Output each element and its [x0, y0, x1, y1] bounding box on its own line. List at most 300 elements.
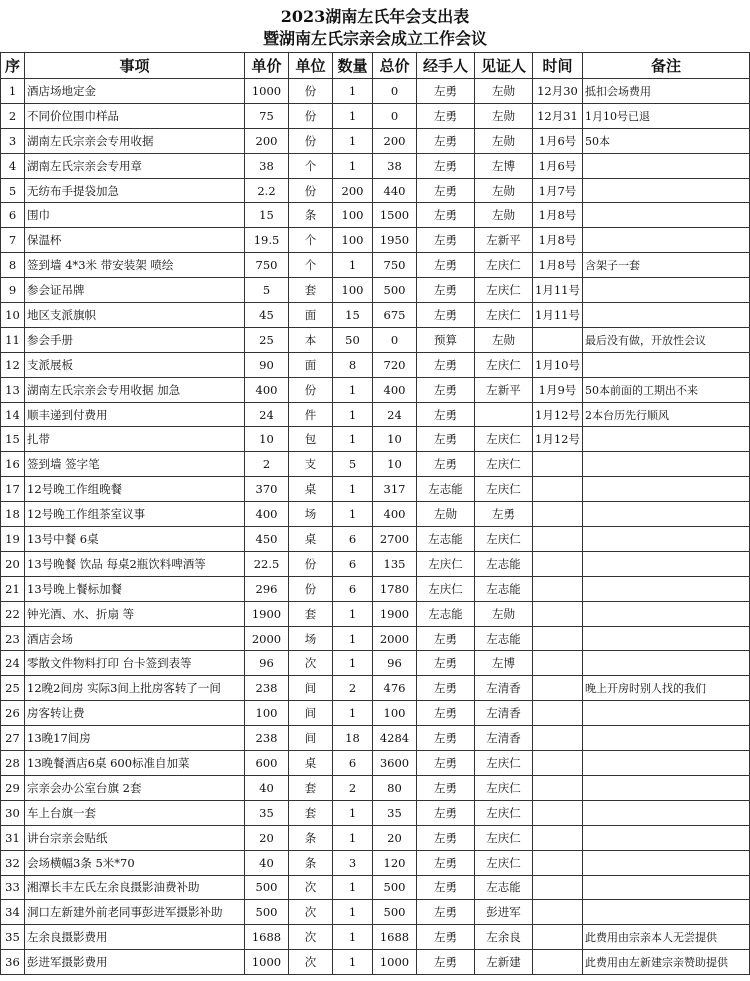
cell-remarks: [583, 601, 750, 626]
cell-date: [533, 875, 583, 900]
cell-unit: 场: [289, 626, 333, 651]
cell-date: 12月30: [533, 79, 583, 104]
cell-total: 400: [373, 377, 417, 402]
cell-quantity: 1: [333, 103, 373, 128]
cell-date: [533, 850, 583, 875]
cell-remarks: 50本: [583, 128, 750, 153]
cell-handler: 预算: [417, 327, 475, 352]
cell-remarks: [583, 178, 750, 203]
cell-quantity: 6: [333, 751, 373, 776]
cell-total: 750: [373, 253, 417, 278]
cell-index: 16: [1, 452, 25, 477]
cell-handler: 左勇: [417, 402, 475, 427]
col-header-total: 总价: [373, 53, 417, 79]
cell-date: [533, 800, 583, 825]
cell-index: 17: [1, 477, 25, 502]
cell-quantity: 1: [333, 825, 373, 850]
cell-handler: 左勇: [417, 79, 475, 104]
cell-remarks: [583, 775, 750, 800]
cell-item: 湖南左氏宗亲会专用收据 加急: [25, 377, 245, 402]
cell-total: 500: [373, 875, 417, 900]
cell-witness: 左博: [475, 651, 533, 676]
table-row: [1, 327, 750, 352]
cell-quantity: 1: [333, 128, 373, 153]
cell-unit-price: 10: [245, 427, 289, 452]
cell-item: 参会手册: [25, 327, 245, 352]
cell-handler: 左勇: [417, 128, 475, 153]
cell-remarks: [583, 751, 750, 776]
cell-remarks: [583, 153, 750, 178]
cell-total: 1950: [373, 228, 417, 253]
cell-index: 3: [1, 128, 25, 153]
cell-total: 38: [373, 153, 417, 178]
cell-index: 23: [1, 626, 25, 651]
cell-remarks: 晚上开房时别人找的我们: [583, 676, 750, 701]
cell-date: 1月9号: [533, 377, 583, 402]
col-header-unit: 单位: [289, 53, 333, 79]
cell-total: 24: [373, 402, 417, 427]
cell-handler: 左勇: [417, 875, 475, 900]
cell-handler: 左庆仁: [417, 576, 475, 601]
cell-total: 80: [373, 775, 417, 800]
cell-item: 湖南左氏宗亲会专用收据: [25, 128, 245, 153]
cell-witness: 左勋: [475, 128, 533, 153]
cell-witness: 左新平: [475, 228, 533, 253]
cell-unit: 间: [289, 726, 333, 751]
cell-witness: 左清香: [475, 726, 533, 751]
cell-unit: 条: [289, 850, 333, 875]
cell-total: 3600: [373, 751, 417, 776]
cell-handler: 左勇: [417, 278, 475, 303]
cell-index: 8: [1, 253, 25, 278]
cell-item: 地区支派旗帜: [25, 303, 245, 328]
cell-date: 1月8号: [533, 228, 583, 253]
cell-item: 讲台宗亲会贴纸: [25, 825, 245, 850]
cell-item: 13号晚餐 饮品 每桌2瓶饮料啤酒等: [25, 551, 245, 576]
cell-index: 11: [1, 327, 25, 352]
cell-unit-price: 1000: [245, 950, 289, 975]
cell-witness: 左新建: [475, 950, 533, 975]
cell-index: 2: [1, 103, 25, 128]
cell-remarks: 1月10号已退: [583, 103, 750, 128]
table-row: [1, 527, 750, 552]
cell-handler: 左志能: [417, 527, 475, 552]
cell-quantity: 100: [333, 203, 373, 228]
cell-quantity: 1: [333, 402, 373, 427]
cell-item: 13号晚上餐标加餐: [25, 576, 245, 601]
cell-date: [533, 477, 583, 502]
cell-total: 720: [373, 352, 417, 377]
table-row: [1, 203, 750, 228]
cell-total: 500: [373, 900, 417, 925]
cell-total: 4284: [373, 726, 417, 751]
cell-unit-price: 19.5: [245, 228, 289, 253]
cell-unit-price: 90: [245, 352, 289, 377]
cell-quantity: 6: [333, 576, 373, 601]
cell-total: 1688: [373, 925, 417, 950]
cell-unit-price: 2.2: [245, 178, 289, 203]
cell-remarks: [583, 452, 750, 477]
cell-date: 1月8号: [533, 203, 583, 228]
cell-quantity: 100: [333, 278, 373, 303]
cell-remarks: [583, 651, 750, 676]
cell-total: 476: [373, 676, 417, 701]
cell-unit-price: 1000: [245, 79, 289, 104]
cell-index: 12: [1, 352, 25, 377]
cell-item: 零散文件物料打印 台卡签到表等: [25, 651, 245, 676]
cell-quantity: 1: [333, 800, 373, 825]
cell-handler: 左勇: [417, 800, 475, 825]
cell-unit: 套: [289, 601, 333, 626]
cell-handler: 左勇: [417, 950, 475, 975]
cell-unit: 份: [289, 103, 333, 128]
table-row: [1, 900, 750, 925]
cell-unit-price: 40: [245, 850, 289, 875]
cell-date: [533, 551, 583, 576]
cell-handler: 左勇: [417, 775, 475, 800]
cell-total: 100: [373, 701, 417, 726]
cell-index: 15: [1, 427, 25, 452]
col-header-item: 事项: [25, 53, 245, 79]
cell-total: 1900: [373, 601, 417, 626]
cell-unit-price: 100: [245, 701, 289, 726]
col-header-handler: 经手人: [417, 53, 475, 79]
cell-index: 36: [1, 950, 25, 975]
cell-item: 会场横幅3条 5米*70: [25, 850, 245, 875]
table-row: [1, 477, 750, 502]
cell-index: 4: [1, 153, 25, 178]
cell-unit: 份: [289, 128, 333, 153]
cell-witness: 左勋: [475, 79, 533, 104]
cell-witness: 左庆仁: [475, 303, 533, 328]
table-row: [1, 726, 750, 751]
cell-index: 1: [1, 79, 25, 104]
cell-unit-price: 96: [245, 651, 289, 676]
cell-unit: 件: [289, 402, 333, 427]
cell-unit: 桌: [289, 477, 333, 502]
col-header-unit-price: 单价: [245, 53, 289, 79]
cell-unit-price: 238: [245, 726, 289, 751]
cell-unit-price: 238: [245, 676, 289, 701]
cell-handler: 左志能: [417, 601, 475, 626]
table-row: [1, 925, 750, 950]
cell-quantity: 1: [333, 153, 373, 178]
cell-witness: 左勋: [475, 601, 533, 626]
cell-witness: 左庆仁: [475, 850, 533, 875]
cell-unit: 份: [289, 178, 333, 203]
table-row: [1, 800, 750, 825]
cell-index: 34: [1, 900, 25, 925]
cell-quantity: 3: [333, 850, 373, 875]
cell-date: [533, 452, 583, 477]
cell-unit-price: 22.5: [245, 551, 289, 576]
cell-quantity: 1: [333, 253, 373, 278]
cell-unit: 桌: [289, 751, 333, 776]
cell-quantity: 1: [333, 626, 373, 651]
cell-item: 扎带: [25, 427, 245, 452]
cell-total: 10: [373, 452, 417, 477]
cell-quantity: 1: [333, 701, 373, 726]
cell-witness: 左博: [475, 153, 533, 178]
cell-remarks: [583, 477, 750, 502]
cell-witness: 左勋: [475, 178, 533, 203]
cell-total: 1000: [373, 950, 417, 975]
cell-quantity: 8: [333, 352, 373, 377]
table-row: [1, 253, 750, 278]
cell-item: 酒店场地定金: [25, 79, 245, 104]
cell-total: 35: [373, 800, 417, 825]
col-header-quantity: 数量: [333, 53, 373, 79]
cell-index: 6: [1, 203, 25, 228]
cell-item: 顺丰递到付费用: [25, 402, 245, 427]
cell-quantity: 1: [333, 651, 373, 676]
cell-date: 12月31: [533, 103, 583, 128]
cell-quantity: 200: [333, 178, 373, 203]
cell-remarks: [583, 850, 750, 875]
cell-unit-price: 750: [245, 253, 289, 278]
cell-quantity: 2: [333, 775, 373, 800]
table-row: [1, 352, 750, 377]
cell-quantity: 1: [333, 377, 373, 402]
cell-unit: 份: [289, 79, 333, 104]
cell-remarks: [583, 527, 750, 552]
cell-handler: 左勇: [417, 228, 475, 253]
cell-unit-price: 2000: [245, 626, 289, 651]
cell-handler: 左庆仁: [417, 551, 475, 576]
cell-date: 1月11号: [533, 278, 583, 303]
cell-date: [533, 751, 583, 776]
cell-date: [533, 950, 583, 975]
table-row: [1, 103, 750, 128]
cell-date: 1月7号: [533, 178, 583, 203]
cell-item: 12号晚工作组晚餐: [25, 477, 245, 502]
cell-witness: 左庆仁: [475, 452, 533, 477]
cell-quantity: 15: [333, 303, 373, 328]
table-row: [1, 701, 750, 726]
cell-item: 保温杯: [25, 228, 245, 253]
cell-quantity: 2: [333, 676, 373, 701]
cell-item: 湖南左氏宗亲会专用章: [25, 153, 245, 178]
cell-total: 0: [373, 79, 417, 104]
cell-remarks: [583, 228, 750, 253]
cell-date: 1月12号: [533, 402, 583, 427]
cell-item: 13号中餐 6桌: [25, 527, 245, 552]
cell-index: 28: [1, 751, 25, 776]
cell-unit: 次: [289, 651, 333, 676]
cell-unit: 个: [289, 228, 333, 253]
cell-quantity: 1: [333, 427, 373, 452]
table-row: [1, 551, 750, 576]
cell-remarks: 含架子一套: [583, 253, 750, 278]
cell-item: 参会证吊牌: [25, 278, 245, 303]
col-header-witness: 见证人: [475, 53, 533, 79]
cell-witness: 左庆仁: [475, 775, 533, 800]
cell-remarks: [583, 352, 750, 377]
cell-remarks: [583, 203, 750, 228]
col-header-date: 时间: [533, 53, 583, 79]
table-row: [1, 303, 750, 328]
cell-remarks: [583, 626, 750, 651]
cell-unit: 间: [289, 701, 333, 726]
cell-handler: 左勇: [417, 178, 475, 203]
cell-remarks: 抵扣会场费用: [583, 79, 750, 104]
cell-unit-price: 370: [245, 477, 289, 502]
cell-handler: 左勇: [417, 726, 475, 751]
cell-quantity: 1: [333, 950, 373, 975]
cell-handler: 左勇: [417, 153, 475, 178]
cell-total: 1780: [373, 576, 417, 601]
cell-total: 440: [373, 178, 417, 203]
cell-unit-price: 35: [245, 800, 289, 825]
cell-handler: 左勇: [417, 303, 475, 328]
cell-witness: 左庆仁: [475, 825, 533, 850]
cell-handler: 左勇: [417, 900, 475, 925]
cell-date: [533, 676, 583, 701]
cell-handler: 左志能: [417, 477, 475, 502]
cell-witness: 左清香: [475, 701, 533, 726]
cell-total: 96: [373, 651, 417, 676]
cell-total: 0: [373, 103, 417, 128]
cell-unit-price: 296: [245, 576, 289, 601]
cell-unit-price: 5: [245, 278, 289, 303]
cell-unit: 本: [289, 327, 333, 352]
sheet-subtitle: 暨湖南左氏宗亲会成立工作会议: [262, 29, 487, 48]
cell-remarks: 50本前面的工期出不来: [583, 377, 750, 402]
cell-witness: 左志能: [475, 576, 533, 601]
cell-date: [533, 327, 583, 352]
cell-quantity: 1: [333, 79, 373, 104]
cell-unit: 套: [289, 278, 333, 303]
cell-date: [533, 900, 583, 925]
cell-handler: 左勇: [417, 676, 475, 701]
cell-unit-price: 400: [245, 502, 289, 527]
cell-unit: 个: [289, 153, 333, 178]
cell-unit: 条: [289, 203, 333, 228]
cell-handler: 左勇: [417, 651, 475, 676]
cell-item: 彭进军摄影费用: [25, 950, 245, 975]
cell-item: 13晚餐酒店6桌 600标准自加菜: [25, 751, 245, 776]
cell-item: 房客转让费: [25, 701, 245, 726]
cell-handler: 左勇: [417, 103, 475, 128]
cell-witness: 左勋: [475, 203, 533, 228]
cell-total: 135: [373, 551, 417, 576]
cell-remarks: [583, 800, 750, 825]
cell-handler: 左勇: [417, 452, 475, 477]
cell-item: 湘潭长丰左氏左余良摄影油费补助: [25, 875, 245, 900]
table-row: [1, 153, 750, 178]
table-row: [1, 228, 750, 253]
cell-item: 洞口左新建外前老同事彭进军摄影补助: [25, 900, 245, 925]
cell-quantity: 1: [333, 925, 373, 950]
cell-total: 0: [373, 327, 417, 352]
cell-date: [533, 502, 583, 527]
cell-index: 33: [1, 875, 25, 900]
cell-total: 1500: [373, 203, 417, 228]
cell-unit-price: 38: [245, 153, 289, 178]
cell-quantity: 100: [333, 228, 373, 253]
cell-unit: 份: [289, 377, 333, 402]
cell-quantity: 50: [333, 327, 373, 352]
cell-index: 18: [1, 502, 25, 527]
cell-index: 13: [1, 377, 25, 402]
cell-quantity: 18: [333, 726, 373, 751]
cell-unit-price: 24: [245, 402, 289, 427]
cell-witness: 左清香: [475, 676, 533, 701]
table-row: [1, 278, 750, 303]
cell-unit: 面: [289, 303, 333, 328]
cell-witness: 左庆仁: [475, 751, 533, 776]
cell-witness: 左余良: [475, 925, 533, 950]
cell-unit-price: 2: [245, 452, 289, 477]
cell-quantity: 5: [333, 452, 373, 477]
cell-index: 22: [1, 601, 25, 626]
cell-handler: 左勇: [417, 751, 475, 776]
cell-unit-price: 600: [245, 751, 289, 776]
cell-date: [533, 825, 583, 850]
cell-unit: 间: [289, 676, 333, 701]
cell-date: [533, 775, 583, 800]
table-body: [1, 79, 750, 975]
cell-unit: 次: [289, 925, 333, 950]
table-row: [1, 850, 750, 875]
cell-unit: 次: [289, 900, 333, 925]
table-row: [1, 402, 750, 427]
cell-quantity: 6: [333, 527, 373, 552]
cell-date: 1月10号: [533, 352, 583, 377]
cell-index: 25: [1, 676, 25, 701]
cell-unit: 次: [289, 875, 333, 900]
cell-witness: 左勋: [475, 327, 533, 352]
cell-witness: 彭进军: [475, 900, 533, 925]
table-row: [1, 626, 750, 651]
table-row: [1, 79, 750, 104]
cell-item: 支派展板: [25, 352, 245, 377]
cell-witness: 左勇: [475, 502, 533, 527]
cell-total: 317: [373, 477, 417, 502]
cell-unit-price: 200: [245, 128, 289, 153]
expense-table: [0, 52, 750, 975]
cell-total: 10: [373, 427, 417, 452]
cell-handler: 左勇: [417, 850, 475, 875]
cell-total: 2000: [373, 626, 417, 651]
cell-unit: 份: [289, 576, 333, 601]
cell-handler: 左勇: [417, 352, 475, 377]
cell-remarks: [583, 576, 750, 601]
cell-handler: 左勇: [417, 253, 475, 278]
cell-index: 31: [1, 825, 25, 850]
cell-witness: 左庆仁: [475, 527, 533, 552]
cell-date: [533, 527, 583, 552]
cell-item: 签到墙 签字笔: [25, 452, 245, 477]
cell-unit-price: 15: [245, 203, 289, 228]
cell-unit: 份: [289, 551, 333, 576]
table-row: [1, 178, 750, 203]
table-row: [1, 751, 750, 776]
cell-index: 32: [1, 850, 25, 875]
cell-item: 无纺布手提袋加急: [25, 178, 245, 203]
cell-remarks: [583, 278, 750, 303]
cell-index: 27: [1, 726, 25, 751]
cell-unit-price: 25: [245, 327, 289, 352]
cell-quantity: 1: [333, 477, 373, 502]
cell-total: 500: [373, 278, 417, 303]
cell-index: 26: [1, 701, 25, 726]
cell-item: 围巾: [25, 203, 245, 228]
table-row: [1, 825, 750, 850]
cell-witness: 左志能: [475, 551, 533, 576]
cell-unit: 包: [289, 427, 333, 452]
cell-date: [533, 651, 583, 676]
